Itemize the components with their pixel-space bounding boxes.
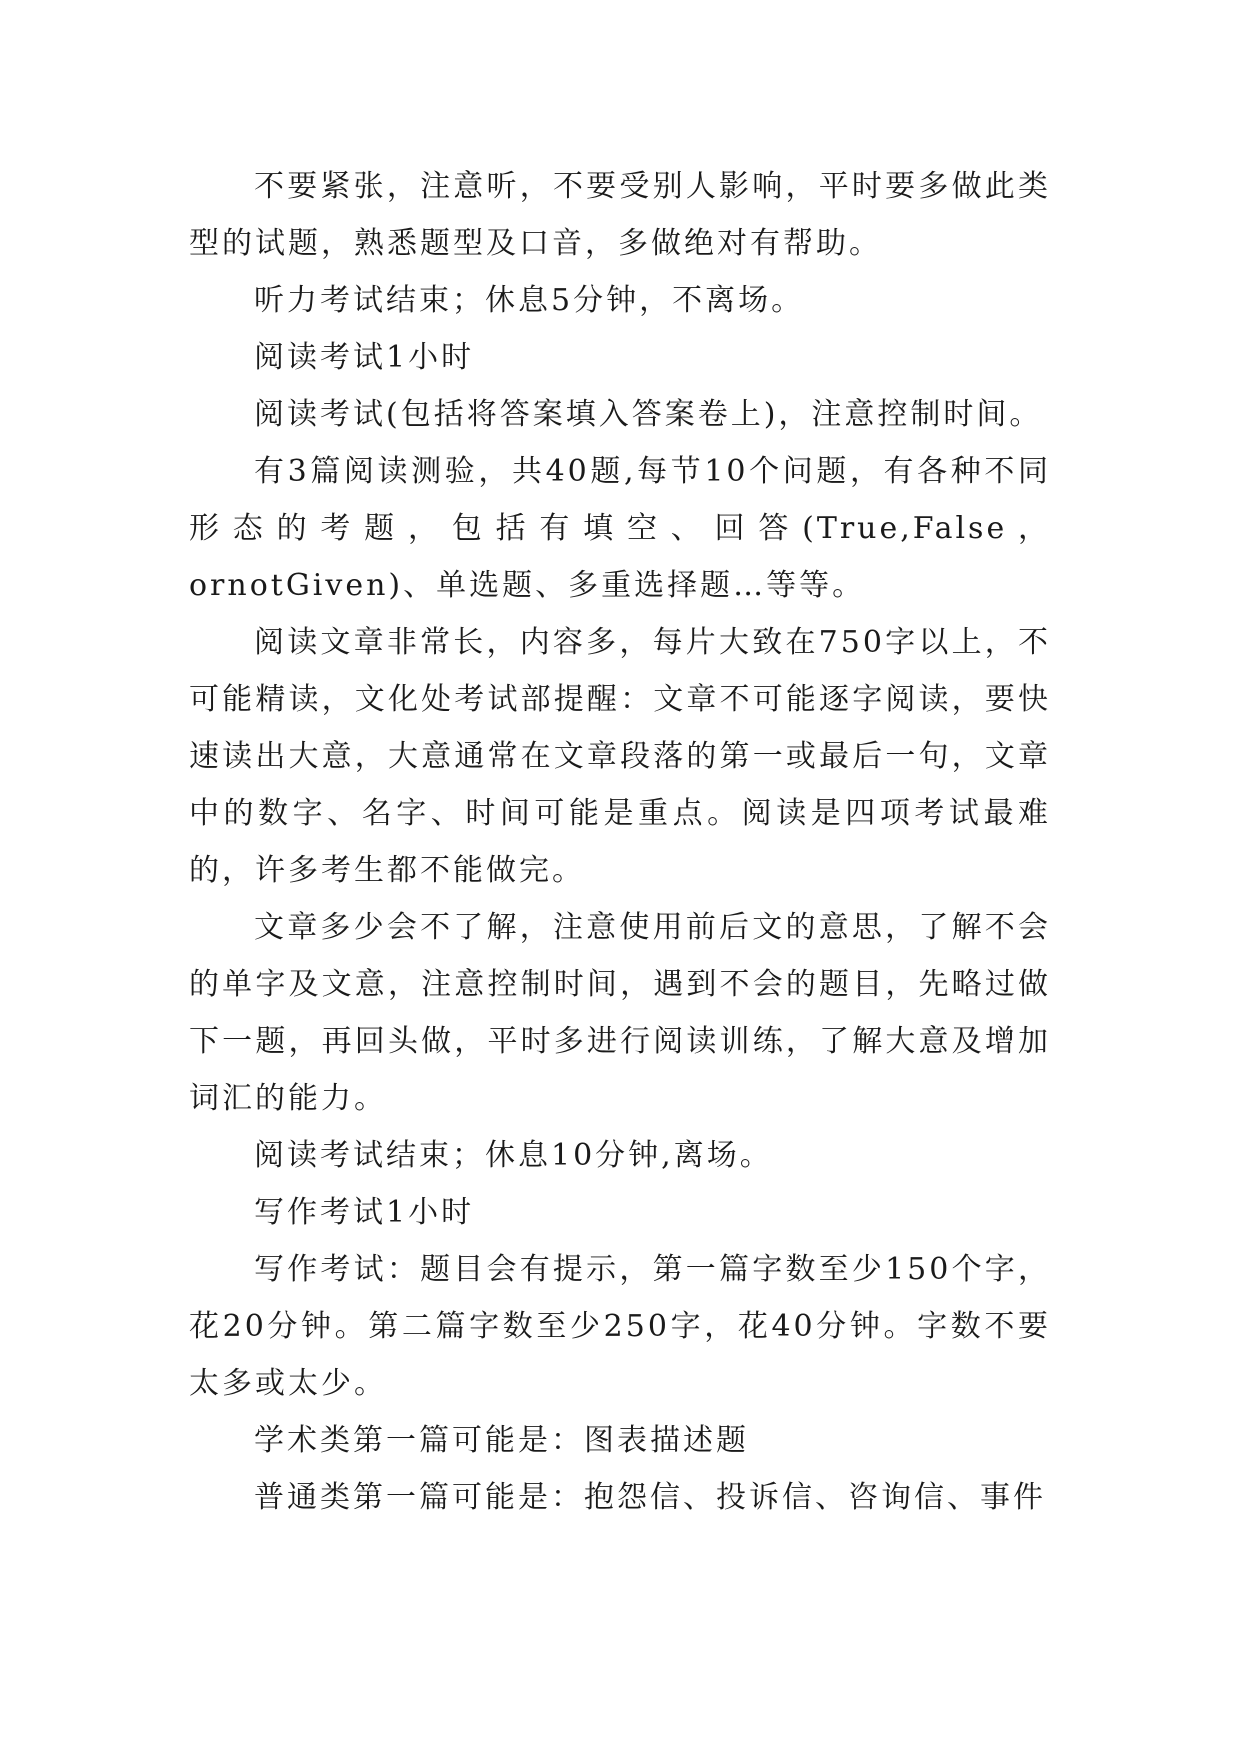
paragraph-listening-advice: 不要紧张，注意听，不要受别人影响，平时要多做此类型的试题，熟悉题型及口音，多做绝对有帮助。 xyxy=(189,169,1051,261)
paragraph-listening-end: 听力考试结束；休息5分钟，不离场。 xyxy=(254,283,805,318)
paragraph-reading-tips: 文章多少会不了解，注意使用前后文的意思，了解不会的单字及文意，注意控制时间，遇到不会的题目，先略过做下一题，再回头做，平时多进行阅读训练，了解大意及增加词汇的能力。 xyxy=(189,910,1051,1116)
paragraph-reading-format: 有3篇阅读测验，共40题,每节10个问题，有各种不同形态的考题，包括有填空、回答(True,False，ornotGiven)、单选题、多重选择题…等等。 xyxy=(189,454,1051,603)
paragraph-reading-end: 阅读考试结束；休息10分钟,离场。 xyxy=(254,1138,773,1173)
paragraph-writing-heading: 写作考试1小时 xyxy=(254,1195,475,1230)
paragraph-reading-heading: 阅读考试1小时 xyxy=(254,340,475,375)
paragraph-writing-details: 写作考试：题目会有提示，第一篇字数至少150个字，花20分钟。第二篇字数至少250字，花40分钟。字数不要太多或太少。 xyxy=(189,1252,1051,1401)
document-body xyxy=(189,158,1051,1526)
paragraph-reading-length: 阅读文章非常长，内容多，每片大致在750字以上，不可能精读，文化处考试部提醒：文章不可能逐字阅读，要快速读出大意，大意通常在文章段落的第一或最后一句，文章中的数字、名字、时间可能是重点。阅读是四项考试最难的，许多考生都不能做完。 xyxy=(189,625,1051,888)
paragraph-general-task: 普通类第一篇可能是：抱怨信、投诉信、咨询信、事件 xyxy=(254,1480,1046,1515)
paragraph-academic-task: 学术类第一篇可能是：图表描述题 xyxy=(254,1423,749,1458)
paragraph-reading-intro: 阅读考试(包括将答案填入答案卷上)，注意控制时间。 xyxy=(254,397,1043,432)
